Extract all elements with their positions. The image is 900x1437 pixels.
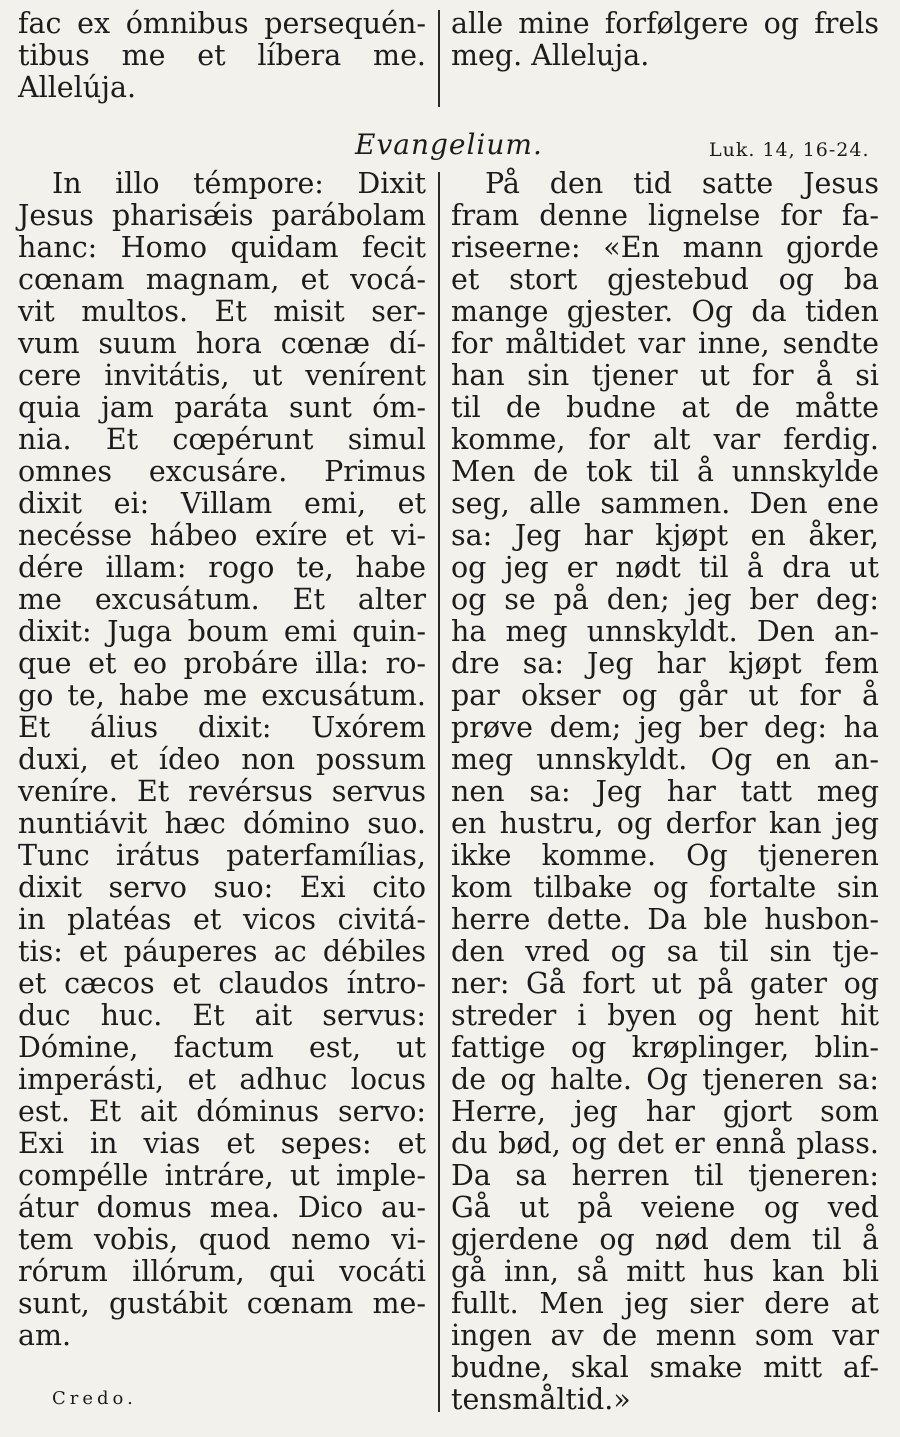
latin-text-line: est. Et ait dóminus servo:: [18, 1095, 426, 1128]
norwegian-text-line: til de budne at de måtte: [451, 391, 879, 424]
latin-text-line: dixit: Juga boum emi quin-: [18, 615, 426, 648]
latin-text-line: que et eo probáre illa: ro-: [18, 647, 426, 680]
latin-text-line: dixit servo suo: Exi cito: [18, 871, 426, 904]
norwegian-text-line: sa: Jeg har kjøpt en åker,: [451, 519, 879, 552]
latin-text-line: Jesus pharisǽis parábolam: [18, 199, 426, 232]
norwegian-text-line: meg. Alleluja.: [451, 39, 650, 72]
norwegian-text-line: prøve dem; jeg ber deg: ha: [451, 711, 879, 744]
norwegian-text-line: en hustru, og derfor kan jeg: [451, 807, 879, 840]
latin-text-line: duxi, et ídeo non possum: [18, 743, 426, 776]
latin-text-line: me excusátum. Et alter: [18, 583, 426, 616]
norwegian-text-line: ha meg unnskyldt. Den an-: [451, 615, 879, 648]
latin-text-line: Et álius dixit: Uxórem: [18, 711, 426, 744]
norwegian-text-line: alle mine forfølgere og frels: [451, 7, 879, 40]
scripture-reference: Luk. 14, 16-24.: [709, 139, 870, 161]
norwegian-text-line: og se på den; jeg ber deg:: [451, 583, 879, 616]
latin-text-line: Exi in vias et sepes: et: [18, 1127, 426, 1160]
norwegian-text-line: gå inn, så mitt hus kan bli: [451, 1255, 879, 1288]
latin-text-line: hanc: Homo quidam fecit: [18, 231, 426, 264]
norwegian-text-line: et stort gjestebud og ba: [451, 263, 879, 296]
latin-text-line: In illo témpore: Dixit: [52, 167, 426, 200]
latin-text-line: veníre. Et revérsus servus: [18, 775, 426, 808]
norwegian-text-line: komme, for alt var ferdig.: [451, 423, 879, 456]
norwegian-text-line: ner: Gå fort ut på gater og: [451, 967, 879, 1000]
latin-text-line: necésse hábeo exíre et vi-: [18, 519, 426, 552]
norwegian-text-line: dre sa: Jeg har kjøpt fem: [451, 647, 879, 680]
norwegian-text-line: Gå ut på veiene og ved: [451, 1191, 879, 1224]
norwegian-text-line: Men de tok til å unnskylde: [451, 455, 879, 488]
section-heading: Evangelium.: [355, 128, 543, 161]
norwegian-text-line: tensmåltid.»: [451, 1383, 631, 1416]
latin-text-line: vit multos. Et misit ser-: [18, 295, 426, 328]
latin-text-line: et cæcos et claudos íntro-: [18, 967, 426, 1000]
norwegian-text-line: for måltidet var inne, sendte: [451, 327, 879, 360]
latin-text-line: rórum illórum, qui vocáti: [18, 1255, 426, 1288]
latin-text-line: in platéas et vicos civitá-: [18, 903, 426, 936]
latin-text-line: tem vobis, quod nemo vi-: [18, 1223, 426, 1256]
norwegian-text-line: du bød, og det er ennå plass.: [451, 1127, 879, 1160]
norwegian-text-line: nen sa: Jeg har tatt meg: [451, 775, 879, 808]
latin-gospel-column: [18, 168, 426, 1352]
gospel-column-divider: [438, 172, 440, 1412]
latin-text-line: nuntiávit hæc dómino suo.: [18, 807, 426, 840]
latin-text-line: nia. Et cœpérunt simul: [18, 423, 426, 456]
norwegian-text-line: budne, skal smake mitt af-: [451, 1351, 879, 1384]
latin-text-line: go te, habe me excusátum.: [18, 679, 426, 712]
top-norwegian-column: [451, 8, 879, 72]
latin-text-line: duc huc. Et ait servus:: [18, 999, 426, 1032]
latin-text-line: omnes excusáre. Primus: [18, 455, 426, 488]
latin-text-line: átur domus mea. Dico au-: [18, 1191, 426, 1224]
latin-text-line: compélle intráre, ut imple-: [18, 1159, 426, 1192]
norwegian-text-line: gjerdene og nød dem til å: [451, 1223, 879, 1256]
norwegian-text-line: han sin tjener ut for å si: [451, 359, 879, 392]
latin-text-line: Dómine, factum est, ut: [18, 1031, 426, 1064]
latin-text-line: Allelúja.: [18, 71, 137, 104]
norwegian-text-line: ingen av de menn som var: [451, 1319, 879, 1352]
latin-text-line: cere invitátis, ut venírent: [18, 359, 426, 392]
norwegian-text-line: og jeg er nødt til å dra ut: [451, 551, 879, 584]
norwegian-text-line: par okser og går ut for å: [451, 679, 879, 712]
latin-text-line: vum suum hora cœnæ dí-: [18, 327, 426, 360]
latin-text-line: Tunc irátus paterfamílias,: [18, 839, 426, 872]
latin-text-line: sunt, gustábit cœnam me-: [18, 1287, 426, 1320]
latin-text-line: dére illam: rogo te, habe: [18, 551, 426, 584]
norwegian-text-line: riseerne: «En mann gjorde: [451, 231, 879, 264]
norwegian-text-line: fram denne lignelse for fa-: [451, 199, 879, 232]
norwegian-text-line: kom tilbake og fortalte sin: [451, 871, 879, 904]
latin-text-line: quia jam paráta sunt óm-: [18, 391, 426, 424]
latin-text-line: tibus me et líbera me.: [18, 39, 426, 72]
credo-label: Credo.: [52, 1388, 137, 1409]
norwegian-text-line: mange gjester. Og da tiden: [451, 295, 879, 328]
norwegian-text-line: de og halte. Og tjeneren sa:: [451, 1063, 879, 1096]
norwegian-text-line: ikke komme. Og tjeneren: [451, 839, 879, 872]
latin-text-line: cœnam magnam, et vocá-: [18, 263, 426, 296]
latin-text-line: tis: et páuperes ac débiles: [18, 935, 426, 968]
norwegian-text-line: streder i byen og hent hit: [451, 999, 879, 1032]
norwegian-text-line: meg unnskyldt. Og en an-: [451, 743, 879, 776]
norwegian-gospel-column: [451, 168, 879, 1416]
norwegian-text-line: Da sa herren til tjeneren:: [451, 1159, 879, 1192]
norwegian-text-line: seg, alle sammen. Den ene: [451, 487, 879, 520]
latin-text-line: imperásti, et adhuc locus: [18, 1063, 426, 1096]
norwegian-text-line: Herre, jeg har gjort som: [451, 1095, 879, 1128]
top-latin-column: [18, 8, 426, 104]
latin-text-line: dixit ei: Villam emi, et: [18, 487, 426, 520]
norwegian-text-line: den vred og sa til sin tje-: [451, 935, 879, 968]
latin-text-line: am.: [18, 1319, 72, 1352]
norwegian-text-line: fattige og krøplinger, blin-: [451, 1031, 879, 1064]
latin-text-line: fac ex ómnibus persequén-: [18, 7, 426, 40]
norwegian-text-line: herre dette. Da ble husbon-: [451, 903, 879, 936]
top-column-divider: [438, 10, 440, 107]
norwegian-text-line: På den tid satte Jesus: [485, 167, 879, 200]
norwegian-text-line: fullt. Men jeg sier dere at: [451, 1287, 879, 1320]
